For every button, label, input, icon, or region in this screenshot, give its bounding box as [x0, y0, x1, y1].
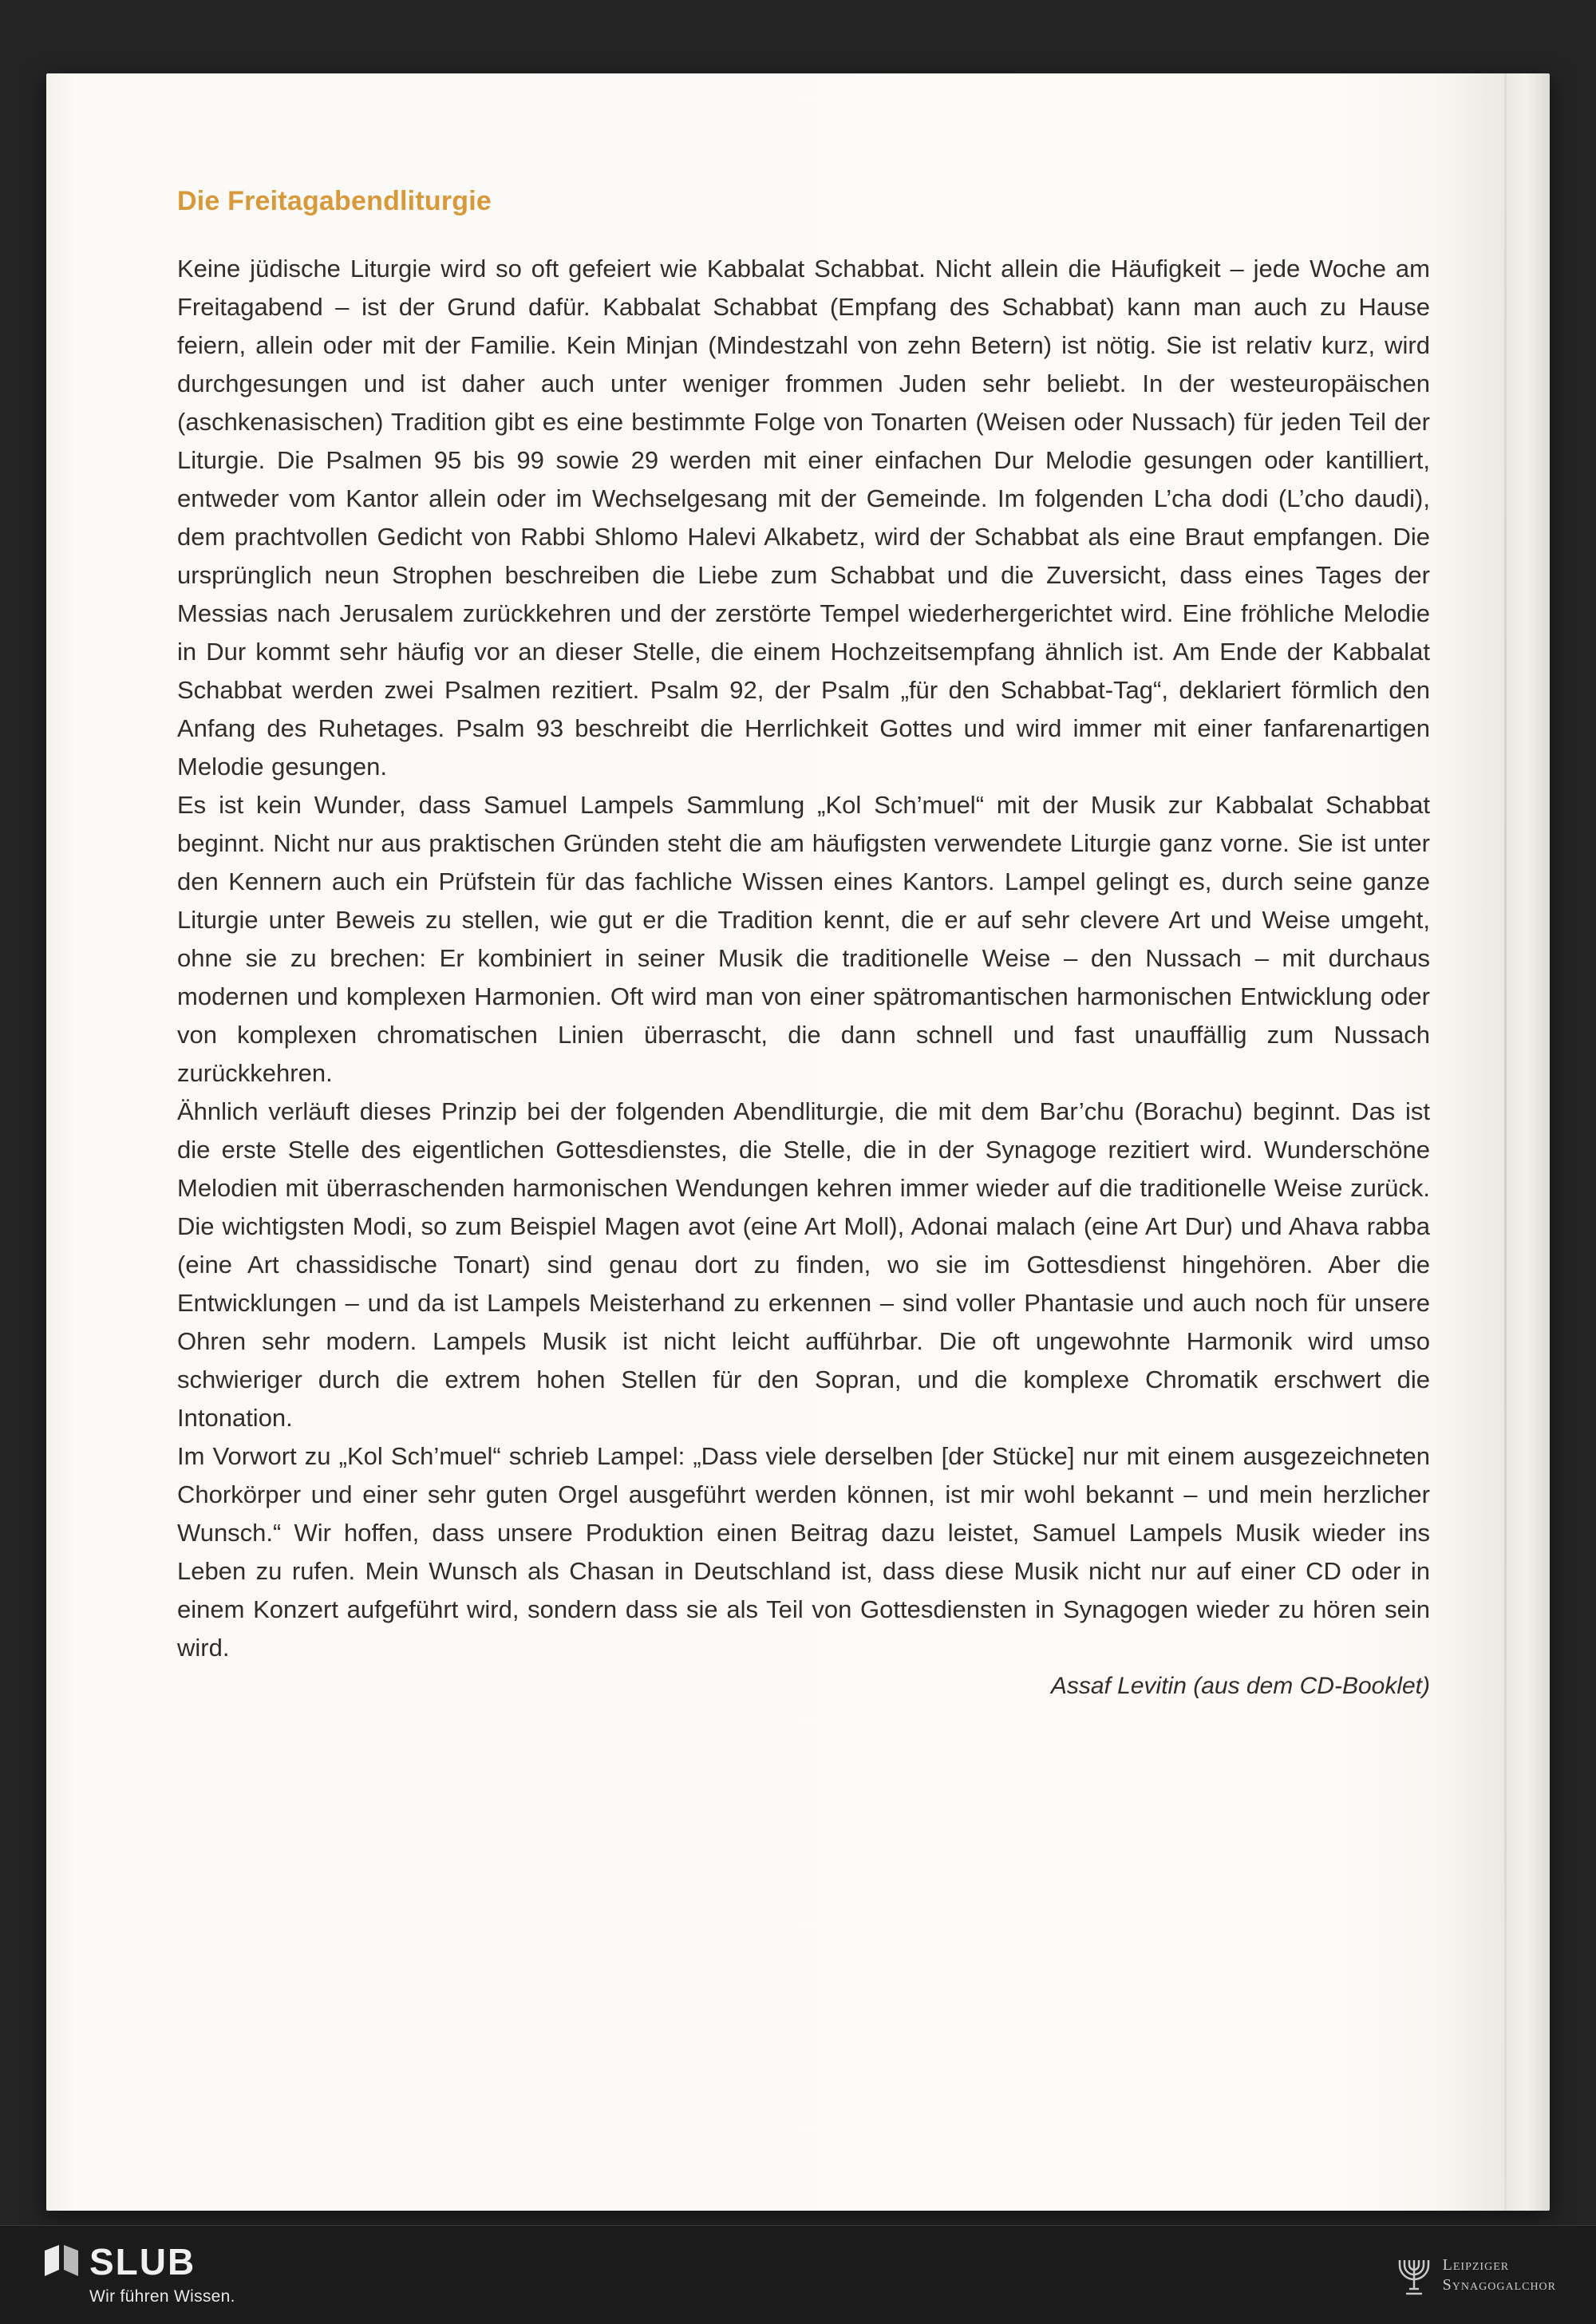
choir-line-2: Synagogalchor [1442, 2275, 1556, 2294]
attribution: Assaf Levitin (aus dem CD-Booklet) [1050, 1672, 1430, 1699]
slub-wordmark: SLUB [89, 2241, 196, 2282]
page-title: Die Freitagabendliturgie [177, 186, 492, 216]
paragraph-kol-schmuel: Es ist kein Wunder, dass Samuel Lampels Sammlung „Kol Sch’muel“ mit der Musik zur Kabbalat Schabbat beginnt. Nicht nur aus praktischen Gründen steht die am häufigsten verwendete Liturgie ganz vorne. Sie ist unter den Kennern auch ein Prüfstein für das fachliche Wissen eines Kantors. Lampel gelingt es, durch seine ganze Liturgie unter Beweis zu stellen, wie gut er die Tradition kennt, die er auf sehr clevere Art und Weise umgeht, ohne sie zu brechen: Er kombiniert in seiner Musik die traditionelle Weise – den Nussach – mit durchaus modernen und komplexen Harmonien. Oft wird man von einer spätromantischen harmonischen Entwicklung oder von komplexen chromatischen Linien überrascht, die dann schnell und fast unauffällig zum Nussach zurückkehren. [177, 790, 1430, 1087]
paragraph-liturgy: Keine jüdische Liturgie wird so oft gefeiert wie Kabbalat Schabbat. Nicht allein die Häufigkeit – jede Woche am Freitagabend – ist der Grund dafür. Kabbalat Schabbat (Empfang des Schabbat) kann man auch zu Hause feiern, allein oder mit der Familie. Kein Minjan (Mindestzahl von zehn Betern) ist nötig. Sie ist relativ kurz, wird durchgesungen und ist daher auch unter weniger frommen Juden sehr beliebt. In der westeuropäischen (aschkenasischen) Tradition gibt es eine bestimmte Folge von Tonarten (Weisen oder Nussach) für jeden Teil der Liturgie. Die Psalmen 95 bis 99 sowie 29 werden mit einer einfachen Dur Melodie gesungen oder kantilliert, entweder vom Kantor allein oder im Wechselgesang mit der Gemeinde. Im folgenden L’cha dodi (L’cho daudi), dem prachtvollen Gedicht von Rabbi Shlomo Halevi Alkabetz, wird der Schabbat als eine Braut empfangen. Die ursprünglich neun Strophen beschreiben die Liebe zum Schabbat und die Zuversicht, dass eines Tages der Messias nach Jerusalem zurückkehren und der zerstörte Tempel wiederhergerichtet wird. Eine fröhliche Melodie in Dur kommt sehr häufig vor an dieser Stelle, die einem Hochzeitsempfang ähnlich ist. Am Ende der Kabbalat Schabbat werden zwei Psalmen rezitiert. Psalm 92, der Psalm „für den Schabbat-Tag“, deklariert förmlich den Anfang des Ruhetages. Psalm 93 beschreibt die Herrlichkeit Gottes und wird immer mit einer fanfarenartigen Melodie gesungen. [177, 254, 1430, 781]
slub-logo [43, 2243, 235, 2306]
open-book-icon [43, 2243, 80, 2279]
page-content [46, 73, 1550, 1705]
scanned-page [46, 73, 1550, 2211]
paragraph-abendliturgie: Ähnlich verläuft dieses Prinzip bei der folgenden Abendliturgie, die mit dem Bar’chu (Borachu) beginnt. Das ist die erste Stelle des eigentlichen Gottesdienstes, die Stelle, die in der Synagoge rezitiert wird. Wunderschöne Melodien mit überraschenden harmonischen Wendungen kehren immer wieder auf die traditionelle Weise zurück. Die wichtigsten Modi, so zum Beispiel Magen avot (eine Art Moll), Adonai malach (eine Art Dur) und Ahava rabba (eine Art chassidische Tonart) sind genau dort zu finden, wo sie im Gottesdienst hingehören. Aber die Entwicklungen – und da ist Lampels Meisterhand zu erkennen – sind voller Phantasie und auch noch für unsere Ohren sehr modern. Lampels Musik ist nicht leicht aufführbar. Die oft ungewohnte Harmonik wird umso schwieriger durch die extrem hohen Stellen für den Sopran, und die komplexe Chromatik erschwert die Intonation. [177, 1097, 1430, 1432]
choir-line-1: Leipziger [1442, 2255, 1510, 2274]
viewer-footer [0, 2225, 1596, 2324]
choir-logo [1395, 2252, 1556, 2298]
paragraph-vorwort: Im Vorwort zu „Kol Sch’muel“ schrieb Lampel: „Dass viele derselben [der Stücke] nur mit einem ausgezeichneten Chorkörper und einer sehr guten Orgel ausgeführt werden können, ist mir wohl bekannt – und mein herzlicher Wunsch.“ Wir hoffen, dass unsere Produktion einen Beitrag dazu leistet, Samuel Lampels Musik wieder ins Leben zu rufen. Mein Wunsch als Chasan in Deutschland ist, dass diese Musik nicht nur auf einer CD oder in einem Konzert aufgeführt wird, sondern dass sie als Teil von Gottesdiensten in Synagogen wieder zu hören sein wird. [177, 1441, 1430, 1662]
slub-tagline: Wir führen Wissen. [89, 2287, 235, 2306]
menorah-icon [1395, 2252, 1433, 2298]
choir-text [1443, 2255, 1556, 2295]
slub-text [89, 2243, 235, 2306]
